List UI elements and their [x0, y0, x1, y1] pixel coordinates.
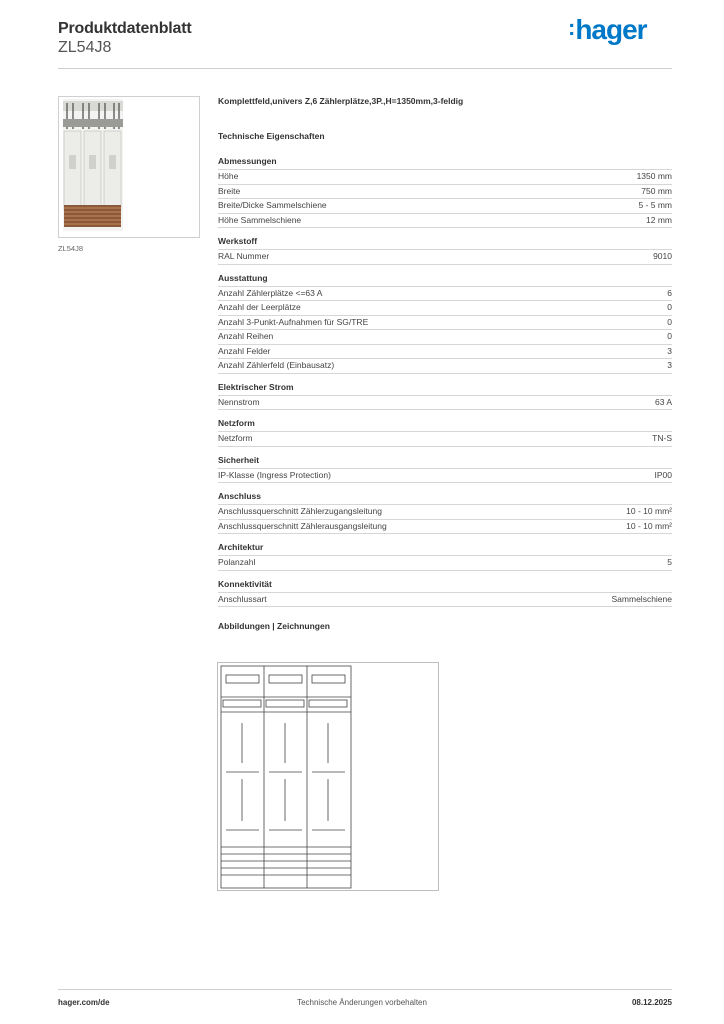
- footer-divider: [58, 989, 672, 990]
- property-value: 63 A: [654, 396, 672, 407]
- property-row: [218, 469, 672, 484]
- property-row: [218, 170, 672, 185]
- group-title: Ausstattung: [218, 273, 672, 287]
- property-row: [218, 199, 672, 214]
- property-value: 0: [667, 302, 672, 312]
- property-label: Anzahl Zählerfeld (Einbausatz): [218, 360, 335, 370]
- property-row: [218, 287, 672, 302]
- property-label: Anzahl 3-Punkt-Aufnahmen für SG/TRE: [218, 316, 369, 327]
- property-group: [218, 579, 672, 608]
- property-row: [218, 505, 672, 520]
- property-row: [218, 359, 672, 374]
- product-description: Komplettfeld,univers Z,6 Zählerplätze,3P.,H=1350mm,3-feldig: [218, 96, 464, 106]
- property-label: Anschlussquerschnitt Zählerzugangsleitung: [218, 506, 382, 516]
- property-row: [218, 520, 672, 535]
- property-value: 3: [667, 360, 672, 370]
- logo-text: hager: [575, 14, 647, 45]
- group-title: Anschluss: [218, 491, 672, 505]
- property-value: IP00: [654, 469, 672, 480]
- panel-drawing: [218, 663, 438, 890]
- property-value: 10 - 10 mm²: [626, 520, 672, 531]
- property-value: 0: [667, 316, 672, 327]
- group-title: Konnektivität: [218, 579, 672, 593]
- property-value: 6: [667, 287, 672, 298]
- group-title: Abmessungen: [218, 156, 672, 170]
- property-label: Höhe Sammelschiene: [218, 214, 302, 225]
- property-row: [218, 556, 672, 571]
- property-group: [218, 273, 672, 374]
- property-row: [218, 301, 672, 316]
- property-label: Anschlussart: [218, 593, 267, 604]
- property-label: Anzahl Zählerplätze <=63 A: [218, 287, 323, 298]
- property-row: [218, 185, 672, 200]
- property-groups: [218, 156, 672, 607]
- property-row: [218, 345, 672, 360]
- property-group: [218, 491, 672, 534]
- image-caption: ZL54J8: [58, 244, 84, 253]
- property-row: [218, 593, 672, 608]
- property-label: IP-Klasse (Ingress Protection): [218, 469, 331, 480]
- property-label: Höhe: [218, 171, 239, 181]
- property-value: 10 - 10 mm²: [626, 506, 672, 516]
- property-group: [218, 382, 672, 411]
- hager-logo: [568, 14, 647, 46]
- property-label: Anschlussquerschnitt Zählerausgangsleitung: [218, 520, 387, 531]
- property-value: 5: [667, 557, 672, 567]
- property-label: Breite: [218, 185, 241, 196]
- property-label: Anzahl der Leerplätze: [218, 302, 301, 312]
- property-value: 1350 mm: [636, 171, 672, 181]
- technical-drawing: [217, 662, 439, 891]
- property-value: 5 - 5 mm: [638, 200, 672, 210]
- group-title: Architektur: [218, 542, 672, 556]
- property-label: Breite/Dicke Sammelschiene: [218, 200, 327, 210]
- property-value: TN-S: [652, 433, 672, 443]
- property-label: Polanzahl: [218, 557, 256, 567]
- property-label: Anzahl Felder: [218, 345, 271, 356]
- property-value: Sammelschiene: [611, 593, 672, 604]
- property-group: [218, 455, 672, 484]
- property-value: 12 mm: [646, 214, 672, 225]
- product-code: ZL54J8: [58, 39, 112, 56]
- property-label: Nennstrom: [218, 396, 260, 407]
- property-row: [218, 432, 672, 447]
- property-value: 9010: [653, 251, 672, 261]
- property-row: [218, 250, 672, 265]
- property-row: [218, 316, 672, 331]
- property-group: [218, 418, 672, 447]
- figures-title: Abbildungen | Zeichnungen: [218, 621, 330, 631]
- property-label: RAL Nummer: [218, 251, 270, 261]
- property-value: 0: [667, 331, 672, 341]
- property-label: Netzform: [218, 433, 253, 443]
- footer-disclaimer: Technische Änderungen vorbehalten: [297, 998, 427, 1007]
- property-group: [218, 542, 672, 571]
- group-title: Werkstoff: [218, 236, 672, 250]
- property-group: [218, 156, 672, 228]
- section-title: Technische Eigenschaften: [218, 131, 325, 141]
- meter-panel-photo: [59, 97, 199, 237]
- document-header: [58, 20, 192, 57]
- product-image: [58, 96, 200, 238]
- logo-mark-icon: :: [568, 15, 575, 40]
- product-details: [218, 96, 672, 631]
- group-title: Sicherheit: [218, 455, 672, 469]
- property-value: 750 mm: [641, 185, 672, 196]
- group-title: Netzform: [218, 418, 672, 432]
- property-label: Anzahl Reihen: [218, 331, 274, 341]
- property-group: [218, 236, 672, 265]
- header-divider: [58, 68, 672, 69]
- footer-date: 08.12.2025: [631, 998, 672, 1007]
- property-row: [218, 330, 672, 345]
- footer-website-link[interactable]: hager.com/de: [58, 998, 110, 1007]
- property-row: [218, 396, 672, 411]
- property-row: [218, 214, 672, 229]
- group-title: Elektrischer Strom: [218, 382, 672, 396]
- property-value: 3: [667, 345, 672, 356]
- document-title: Produktdatenblatt: [58, 20, 192, 37]
